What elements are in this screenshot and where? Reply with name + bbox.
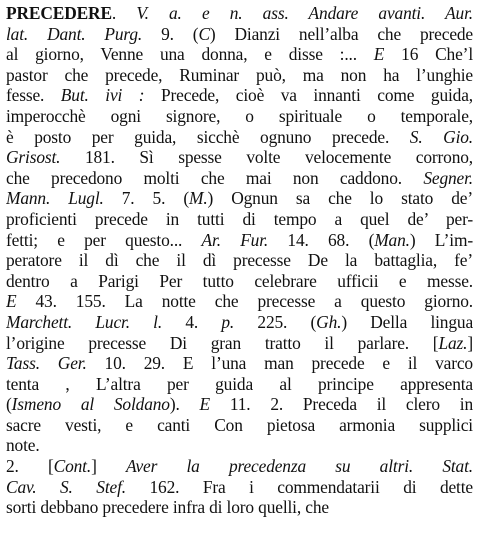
citation-text: E [6, 291, 17, 312]
citation-text: Mann. Lugl. [6, 188, 104, 209]
body-text: ( [6, 394, 12, 415]
citation-text: Ismeno al Soldano [11, 394, 170, 415]
body-text: 2. [ [6, 456, 54, 477]
entry-line [6, 106, 473, 127]
citation-text: V. a. e n. ass. Andare avanti. Aur. [136, 3, 473, 23]
entry-line [6, 85, 473, 106]
entry-line [6, 147, 473, 168]
body-text: ] [91, 456, 126, 477]
headword: PRECEDERE [6, 3, 112, 23]
body-text: ) Dianzi nell’alba che precede [209, 23, 473, 44]
body-text: è posto per guida, sicchè ognuno precede. [6, 126, 410, 147]
body-text: 4. [162, 311, 222, 332]
citation-text: S. Gio. [409, 126, 473, 147]
body-text: peratore il dì che il dì precesse De la battaglia, fe’ [6, 250, 473, 271]
entry-line [6, 271, 473, 292]
body-text: 181. Sì spesse volte velocemente corrono, [60, 147, 473, 168]
body-text: 16 Che’l [384, 44, 473, 65]
body-text: ] [467, 332, 473, 353]
entry-line [6, 415, 473, 436]
citation-text: Gh. [316, 311, 342, 332]
citation-text: E [373, 44, 385, 65]
body-text: dentro a Parigi Per tutto celebrare ufficii e messe. [6, 270, 473, 291]
citation-text: E [199, 394, 211, 415]
citation-text: Segner. [423, 167, 473, 188]
body-text: pastor che precede, Ruminar può, ma non ha l’unghie [6, 64, 473, 85]
entry-line [6, 250, 473, 271]
body-text: 7. 5. ( [103, 188, 189, 209]
dictionary-entry [6, 3, 473, 518]
entry-line [6, 209, 473, 230]
entry-line [6, 230, 473, 251]
body-text: fetti; e per questo... [6, 229, 202, 250]
body-text: proficienti precede in tutti di tempo a quel de’ per- [6, 208, 473, 229]
entry-line [6, 353, 473, 374]
body-text: 43. 155. La notte che precesse a questo giorno. [16, 291, 473, 312]
body-text: sacre vesti, e canti Con pietosa armonia supplici [6, 414, 473, 435]
citation-text: lat. Dant. Purg. [6, 23, 143, 44]
entry-line [6, 24, 473, 45]
entry-line [6, 65, 473, 86]
citation-text: M. [188, 188, 208, 209]
body-text: ) Ognun sa che lo stato de’ [207, 188, 473, 209]
body-text: sorti debbano precedere infra di loro quelli, che [6, 497, 329, 518]
body-text: 162. Fra i commendatarii di dette [125, 476, 473, 497]
entry-line [6, 456, 473, 477]
entry-line [6, 44, 473, 65]
citation-text: Man. [374, 229, 410, 250]
body-text: note. [6, 435, 40, 456]
body-text: l’origine precesse Di gran tratto il parlare. [ [6, 332, 439, 353]
entry-line [6, 168, 473, 189]
citation-text: Laz. [438, 332, 468, 353]
citation-text: Cont. [53, 456, 92, 477]
citation-text: But. ivi : [60, 85, 145, 106]
citation-text: Tass. Ger. [6, 353, 87, 374]
citation-text: C [198, 23, 210, 44]
entry-line [6, 188, 473, 209]
entry-line [6, 312, 473, 333]
citation-text: Aver la precedenza su altri. Stat. [125, 456, 473, 477]
citation-text: Marchett. Lucr. l. [6, 311, 163, 332]
entry-line [6, 435, 473, 456]
entry-line [6, 3, 473, 24]
body-text: che precedono molti che mai non caddono. [6, 167, 424, 188]
body-text: 10. 29. E l’una man precede e il varco [86, 353, 473, 374]
body-text: ). [169, 394, 200, 415]
body-text: al giorno, Venne una donna, e disse :... [6, 44, 374, 65]
body-text: 11. 2. Preceda il clero in [210, 394, 473, 415]
entry-line [6, 477, 473, 498]
citation-text: Grisost. [6, 147, 61, 168]
body-text: 14. 68. ( [268, 229, 375, 250]
body-text: ) Della lingua [341, 311, 473, 332]
citation-text: p. [221, 311, 235, 332]
citation-text: Cav. S. Stef. [6, 476, 126, 497]
entry-line [6, 333, 473, 354]
body-text: . [111, 3, 137, 23]
body-text: fesse. [6, 85, 61, 106]
body-text: Precede, cioè va innanti come guida, [144, 85, 473, 106]
body-text: imperocchè ogni signore, o spirituale o temporale, [6, 105, 473, 126]
entry-line [6, 497, 473, 518]
citation-text: Ar. Fur. [201, 229, 269, 250]
entry-line [6, 291, 473, 312]
entry-line [6, 394, 473, 415]
entry-line [6, 127, 473, 148]
body-text: ) L’im- [409, 229, 473, 250]
entry-line [6, 374, 473, 395]
body-text: tenta , L’altra per guida al principe appresenta [6, 373, 473, 394]
body-text: 9. ( [142, 23, 199, 44]
body-text: 225. ( [234, 311, 317, 332]
